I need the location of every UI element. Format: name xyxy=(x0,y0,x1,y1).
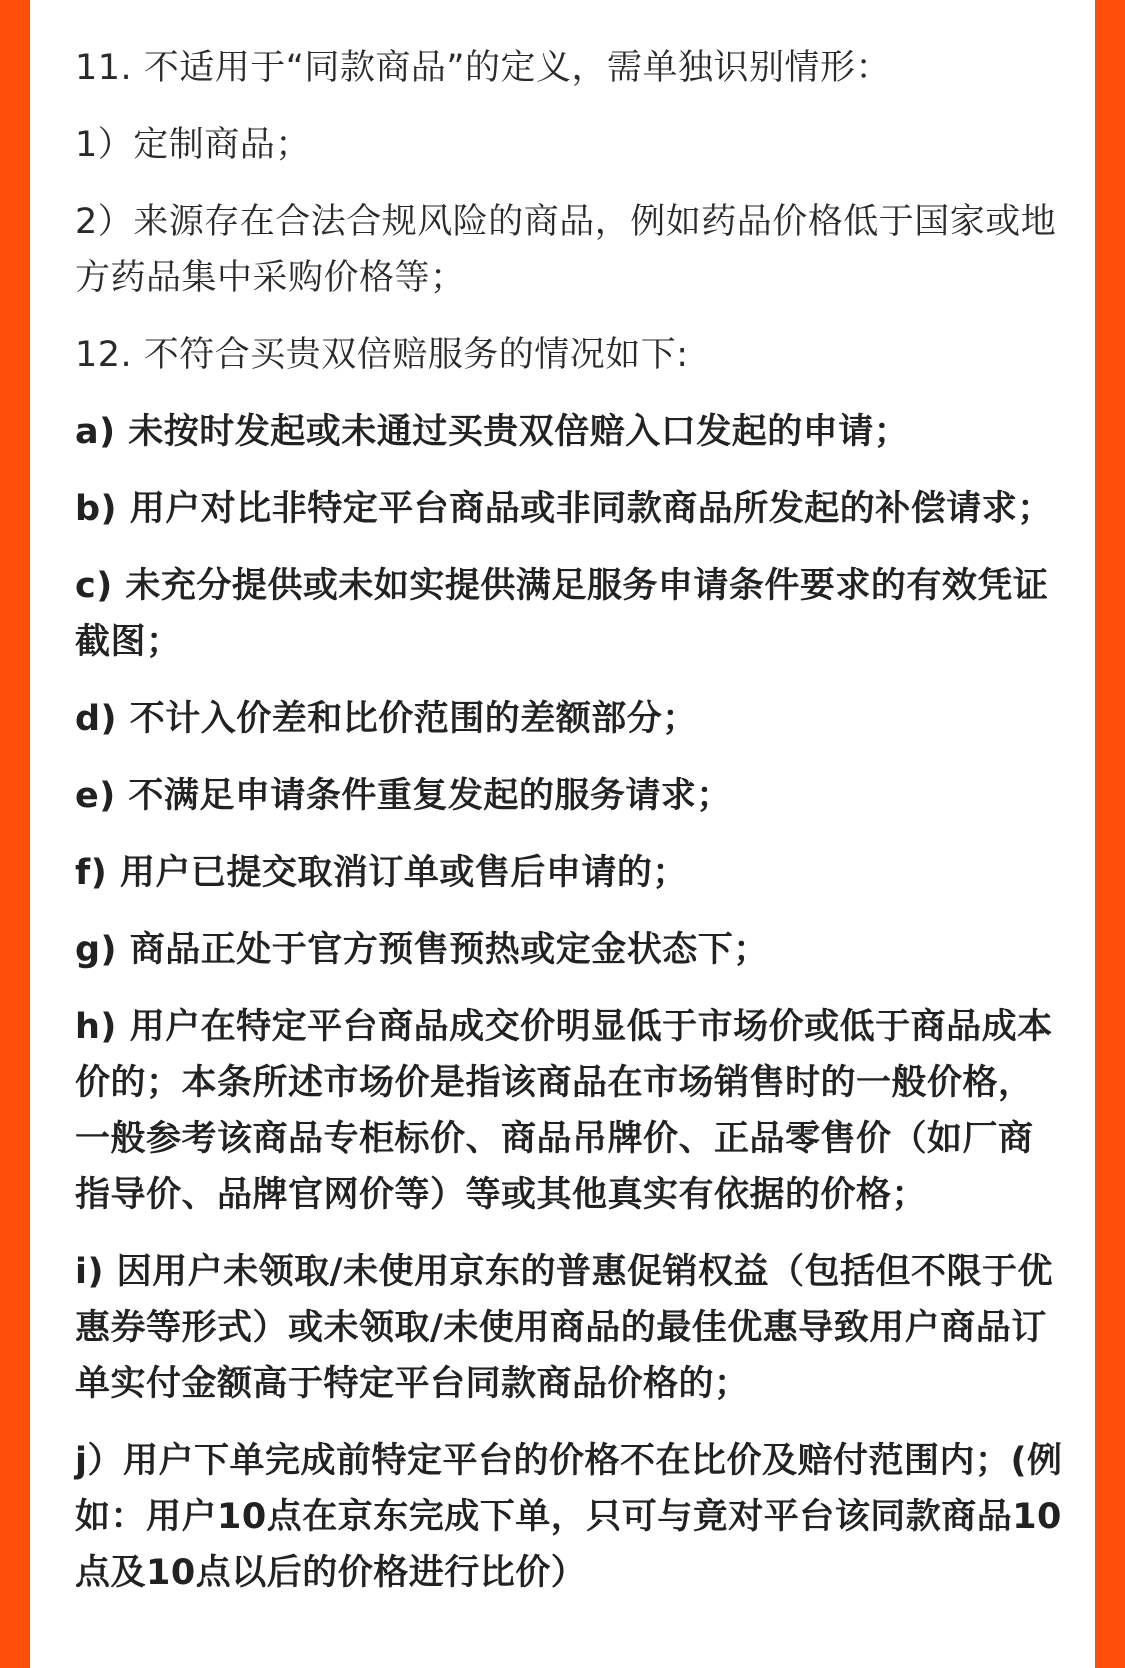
rules-card xyxy=(30,0,1095,1668)
rule-12-item-h: h) 用户在特定平台商品成交价明显低于市场价或低于商品成本价的；本条所述市场价是指该商品在市场销售时的一般价格，一般参考该商品专柜标价、商品吊牌价、正品零售价（如厂商指导价、品牌官网价等）等或其他真实有依据的价格； xyxy=(75,1007,1053,1215)
rule-12-item-a: a) 未按时发起或未通过买贵双倍赔入口发起的申请； xyxy=(75,412,910,452)
rule-12-item-d: d) 不计入价差和比价范围的差额部分； xyxy=(75,699,698,739)
rule-12-item-j: j）用户下单完成前特定平台的价格不在比价及赔付范围内；(例如：用户10点在京东完成下单，只可与竟对平台该同款商品10点及10点以后的价格进行比价） xyxy=(75,1441,1063,1593)
rule-12-heading: 12. 不符合买贵双倍赔服务的情况如下: xyxy=(75,335,689,375)
rule-12-item-e: e) 不满足申请条件重复发起的服务请求； xyxy=(75,776,732,816)
rule-12-item-c: c) 未充分提供或未如实提供满足服务申请条件要求的有效凭证截图； xyxy=(75,566,1049,662)
rule-12-item-g: g) 商品正处于官方预售预热或定金状态下； xyxy=(75,930,769,970)
rule-11-item-1: 1）定制商品； xyxy=(75,125,311,165)
rule-12-item-i: i) 因用户未领取/未使用京东的普惠促销权益（包括但不限于优惠券等形式）或未领取/未使用商品的最佳优惠导致用户商品订单实付金额高于特定平台同款商品价格的； xyxy=(75,1252,1053,1404)
rule-12-item-f: f) 用户已提交取消订单或售后申请的； xyxy=(75,853,688,893)
rules-content xyxy=(75,40,1065,1622)
rule-12-item-b: b) 用户对比非特定平台商品或非同款商品所发起的补偿请求； xyxy=(75,489,1053,529)
rule-11-heading: 11. 不适用于“同款商品”的定义，需单独识别情形： xyxy=(75,48,892,88)
rule-11-item-2: 2）来源存在合法合规风险的商品，例如药品价格低于国家或地方药品集中采购价格等； xyxy=(75,202,1057,298)
